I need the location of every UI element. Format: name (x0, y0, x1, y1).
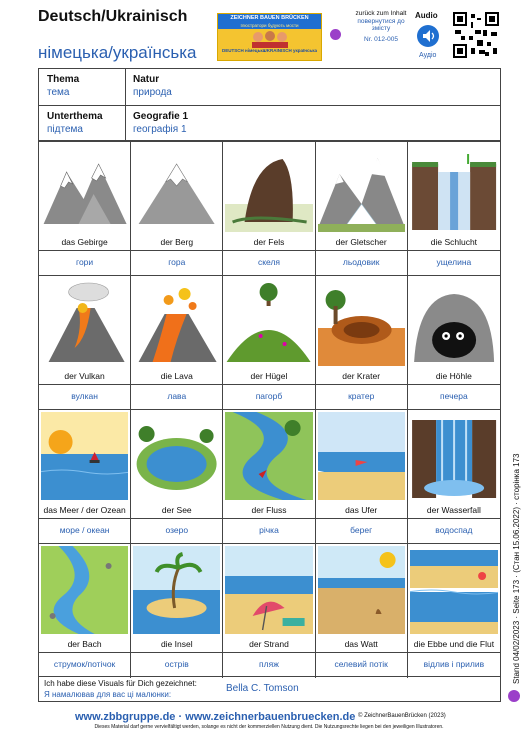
mountains-illustration-icon (41, 144, 128, 232)
card-word-ukrainian: річка (259, 525, 279, 535)
card-word-ukrainian: вулкан (71, 391, 98, 401)
copyright: © ZeichnerBauenBrücken (2023) (358, 713, 446, 719)
logo-subtitle: Ілюстратори будують мости (218, 23, 321, 29)
vocab-card-waterfall (408, 410, 500, 544)
card-word-german: der Vulkan (39, 368, 130, 385)
card-word-german: die Höhle (408, 368, 500, 385)
hill-illustration-icon (225, 278, 312, 366)
thema-label-uk: тема (47, 87, 70, 98)
vocab-card-gorge (408, 142, 500, 276)
card-word-german: der Berg (131, 234, 222, 251)
card-word-ukrainian: острів (164, 659, 189, 669)
card-word-ukrainian: озеро (165, 525, 189, 535)
vocab-card-volcano (39, 276, 131, 410)
thema-label: Thema (47, 74, 80, 85)
vocab-card-glacier (316, 142, 408, 276)
logo-title: ZEICHNER BAUEN BRÜCKEN (218, 14, 321, 23)
card-word-german: der Fels (223, 234, 314, 251)
vocab-card-river (223, 410, 315, 544)
card-word-ukrainian: берег (350, 525, 373, 535)
card-word-german: die Lava (131, 368, 222, 385)
back-to-contents-dot[interactable] (330, 29, 341, 40)
card-word-german: der See (131, 502, 222, 519)
card-word-ukrainian: лава (167, 391, 187, 401)
logo-people-icon (248, 30, 292, 48)
shore-illustration-icon (318, 412, 405, 500)
topic-table (38, 68, 501, 141)
back-to-contents-link[interactable] (350, 10, 412, 43)
vocab-card-cave (408, 276, 500, 410)
vocab-card-mudflat (316, 544, 408, 678)
page-title-ukrainian: німецька/українська (38, 43, 197, 62)
vocab-card-brook (39, 544, 131, 678)
card-word-ukrainian: ущелина (436, 257, 472, 267)
zbb-logo (217, 13, 322, 61)
vocab-card-tide (408, 544, 500, 678)
unterthema-value-uk: географія 1 (133, 124, 187, 135)
card-word-german: das Ufer (316, 502, 407, 519)
card-word-ukrainian: скеля (257, 257, 281, 267)
brook-illustration-icon (41, 546, 128, 634)
vocabulary-grid (38, 141, 501, 677)
card-word-ukrainian: пляж (259, 659, 279, 669)
card-word-german: das Watt (316, 636, 407, 653)
glacier-illustration-icon (318, 144, 405, 232)
card-word-german: die Schlucht (408, 234, 500, 251)
unterthema-label-uk: підтема (47, 124, 83, 135)
tide-illustration-icon (410, 546, 498, 634)
back-link-ukrainian[interactable]: повернутися до змісту (357, 17, 405, 32)
card-word-german: das Gebirge (39, 234, 130, 251)
mudflat-illustration-icon (318, 546, 405, 634)
vocab-card-lava (131, 276, 223, 410)
audio-label: Audio (415, 11, 438, 20)
vocab-card-shore (316, 410, 408, 544)
unterthema-value: Geografie 1 (133, 111, 189, 122)
sheet-number: Nr. 012-005 (364, 35, 398, 43)
card-word-german: die Ebbe und die Flut (408, 636, 500, 653)
card-word-german: der Gletscher (316, 234, 407, 251)
card-word-ukrainian: селевий потік (334, 659, 388, 669)
illustrator-name: Bella C. Tomson (226, 683, 299, 694)
sea-illustration-icon (41, 412, 128, 500)
logo-ukrainian: UKRAINISCH українська (263, 48, 317, 53)
page-stand-info: Stand 04/02/2023 · Seite 173 · (Стан 15.06.2022) · сторінка 173 (512, 453, 521, 684)
card-word-german: der Krater (316, 368, 407, 385)
vocab-card-sea (39, 410, 131, 544)
card-word-german: der Strand (223, 636, 314, 653)
card-word-ukrainian: кратер (348, 391, 375, 401)
usage-notice: Dieses Material darf gerne vervielfältigt werden, solange es nicht der kommerziellen Nutzung dient. Die Nutzungsrechte liegen bei den jeweiligen Illustratoren. (94, 724, 444, 730)
vocab-card-hill (223, 276, 315, 410)
card-word-ukrainian: печера (440, 391, 468, 401)
waterfall-illustration-icon (410, 412, 498, 500)
audio-speaker-button[interactable] (417, 25, 439, 47)
card-word-german: der Hügel (223, 368, 314, 385)
vocab-card-mountains (39, 142, 131, 276)
page-title-german: Deutsch/Ukrainisch (38, 8, 188, 25)
qr-code-icon[interactable] (453, 12, 499, 58)
side-stamp (512, 414, 522, 684)
unterthema-label: Unterthema (47, 111, 103, 122)
card-word-ukrainian: струмок/потічок (53, 659, 116, 669)
card-word-german: der Fluss (223, 502, 314, 519)
vocab-card-crater (316, 276, 408, 410)
beach-illustration-icon (225, 546, 312, 634)
footer-website-links[interactable]: www.zbbgruppe.de · www.zeichnerbauenbruecken.de (75, 711, 356, 723)
rock-illustration-icon (225, 144, 312, 232)
logo-german: DEUTSCH німецька (222, 48, 266, 53)
volcano-illustration-icon (41, 278, 128, 366)
card-word-ukrainian: пагорб (255, 391, 283, 401)
vocab-card-island (131, 544, 223, 678)
vocab-card-beach (223, 544, 315, 678)
lake-illustration-icon (133, 412, 220, 500)
audio-label-ukrainian: Аудіо (419, 52, 437, 59)
card-word-ukrainian: гори (76, 257, 94, 267)
crater-illustration-icon (318, 278, 405, 366)
vocab-card-mountain (131, 142, 223, 276)
mountain-illustration-icon (133, 144, 220, 232)
card-word-german: die Insel (131, 636, 222, 653)
card-word-ukrainian: відлив і прилив (423, 659, 485, 669)
vocab-card-lake (131, 410, 223, 544)
card-word-ukrainian: гора (168, 257, 186, 267)
thema-value-uk: природа (133, 87, 172, 98)
island-illustration-icon (133, 546, 220, 634)
gorge-illustration-icon (410, 144, 498, 232)
river-illustration-icon (225, 412, 312, 500)
speaker-icon (417, 25, 439, 47)
drawn-by-german: Ich habe diese Visuals für Dich gezeichnet: (44, 679, 197, 688)
card-word-german: der Wasserfall (408, 502, 500, 519)
page-marker-dot (508, 690, 520, 702)
card-word-ukrainian: водоспад (435, 525, 473, 535)
card-word-ukrainian: море / океан (59, 525, 110, 535)
thema-value: Natur (133, 74, 160, 85)
cave-illustration-icon (410, 278, 498, 366)
lava-illustration-icon (133, 278, 220, 366)
drawn-by-ukrainian: Я намалював для вас ці малюнки: (44, 690, 172, 699)
back-link-german[interactable]: zurück zum Inhalt (355, 10, 407, 17)
card-word-ukrainian: льодовик (342, 257, 380, 267)
card-word-german: der Bach (39, 636, 130, 653)
card-word-german: das Meer / der Ozean (39, 502, 130, 519)
vocab-card-rock (223, 142, 315, 276)
